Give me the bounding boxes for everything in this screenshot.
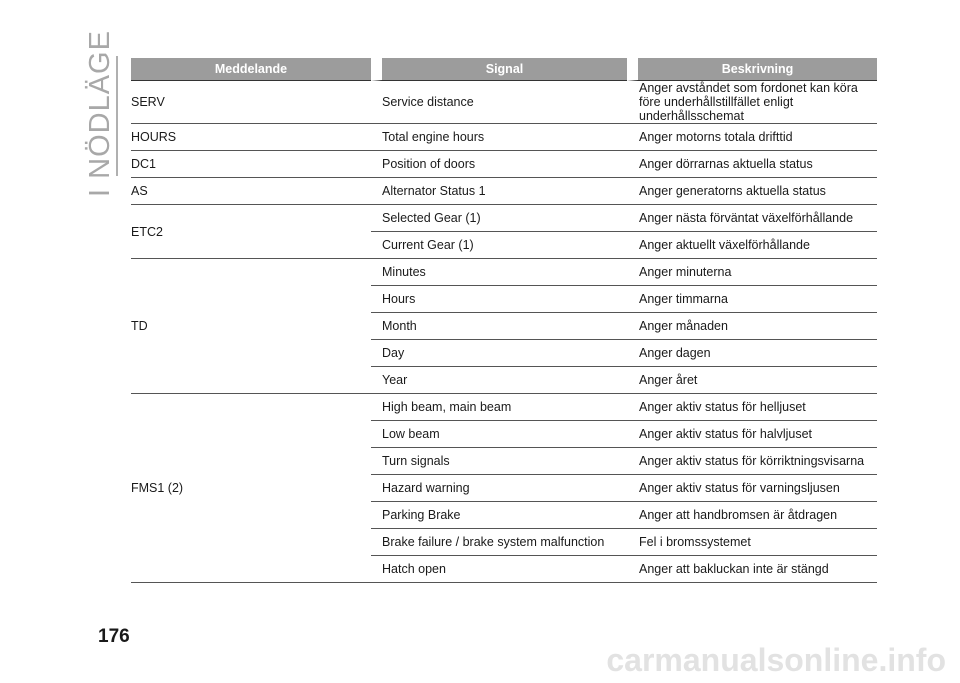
signal-cell: Alternator Status 1	[371, 178, 627, 205]
messages-table	[131, 58, 877, 583]
signal-cell: Position of doors	[371, 151, 627, 178]
description-cell: Anger timmarna	[627, 286, 877, 313]
signal-cell: Selected Gear (1)	[371, 205, 627, 232]
header-signal: Signal	[371, 58, 627, 81]
signal-cell: Total engine hours	[371, 124, 627, 151]
section-tab	[82, 29, 118, 197]
message-cell: ETC2	[131, 205, 371, 259]
signal-cell: Service distance	[371, 81, 627, 124]
description-cell: Anger aktiv status för körriktningsvisarna	[627, 448, 877, 475]
message-cell: TD	[131, 259, 371, 394]
signal-cell: Minutes	[371, 259, 627, 286]
table-body	[131, 81, 877, 583]
signal-cell: Brake failure / brake system malfunction	[371, 529, 627, 556]
description-cell: Fel i bromssystemet	[627, 529, 877, 556]
table-row	[131, 178, 877, 205]
description-cell: Anger året	[627, 367, 877, 394]
table-row	[131, 394, 877, 421]
description-cell: Anger att handbromsen är åtdragen	[627, 502, 877, 529]
description-cell: Anger aktiv status för helljuset	[627, 394, 877, 421]
description-cell: Anger dagen	[627, 340, 877, 367]
section-tab-rule	[116, 56, 118, 176]
table-row	[131, 81, 877, 124]
description-cell: Anger motorns totala drifttid	[627, 124, 877, 151]
message-cell: DC1	[131, 151, 371, 178]
description-cell: Anger generatorns aktuella status	[627, 178, 877, 205]
table-row	[131, 151, 877, 178]
table-header-row	[131, 58, 877, 81]
section-title: I NÖDLÄGE	[83, 29, 116, 197]
description-cell: Anger aktiv status för varningsljusen	[627, 475, 877, 502]
signal-cell: Low beam	[371, 421, 627, 448]
signal-cell: Year	[371, 367, 627, 394]
description-cell: Anger aktiv status för halvljuset	[627, 421, 877, 448]
message-cell: FMS1 (2)	[131, 394, 371, 583]
header-message: Meddelande	[131, 58, 371, 81]
signal-cell: High beam, main beam	[371, 394, 627, 421]
description-cell: Anger avståndet som fordonet kan köra före underhållstillfället enligt underhållsschemat	[627, 81, 877, 124]
signal-cell: Turn signals	[371, 448, 627, 475]
table-row	[131, 205, 877, 232]
signal-cell: Parking Brake	[371, 502, 627, 529]
watermark: carmanualsonline.info	[606, 642, 946, 678]
message-cell: AS	[131, 178, 371, 205]
table-row	[131, 259, 877, 286]
signal-cell: Day	[371, 340, 627, 367]
description-cell: Anger minuterna	[627, 259, 877, 286]
description-cell: Anger dörrarnas aktuella status	[627, 151, 877, 178]
message-cell: SERV	[131, 81, 371, 124]
page-number: 176	[98, 626, 130, 647]
signal-cell: Hatch open	[371, 556, 627, 583]
description-cell: Anger att bakluckan inte är stängd	[627, 556, 877, 583]
description-cell: Anger aktuellt växelförhållande	[627, 232, 877, 259]
table-row	[131, 124, 877, 151]
message-cell: HOURS	[131, 124, 371, 151]
signal-cell: Hours	[371, 286, 627, 313]
description-cell: Anger nästa förväntat växelförhållande	[627, 205, 877, 232]
description-cell: Anger månaden	[627, 313, 877, 340]
signal-cell: Current Gear (1)	[371, 232, 627, 259]
signal-cell: Hazard warning	[371, 475, 627, 502]
signal-cell: Month	[371, 313, 627, 340]
header-description: Beskrivning	[627, 58, 877, 81]
